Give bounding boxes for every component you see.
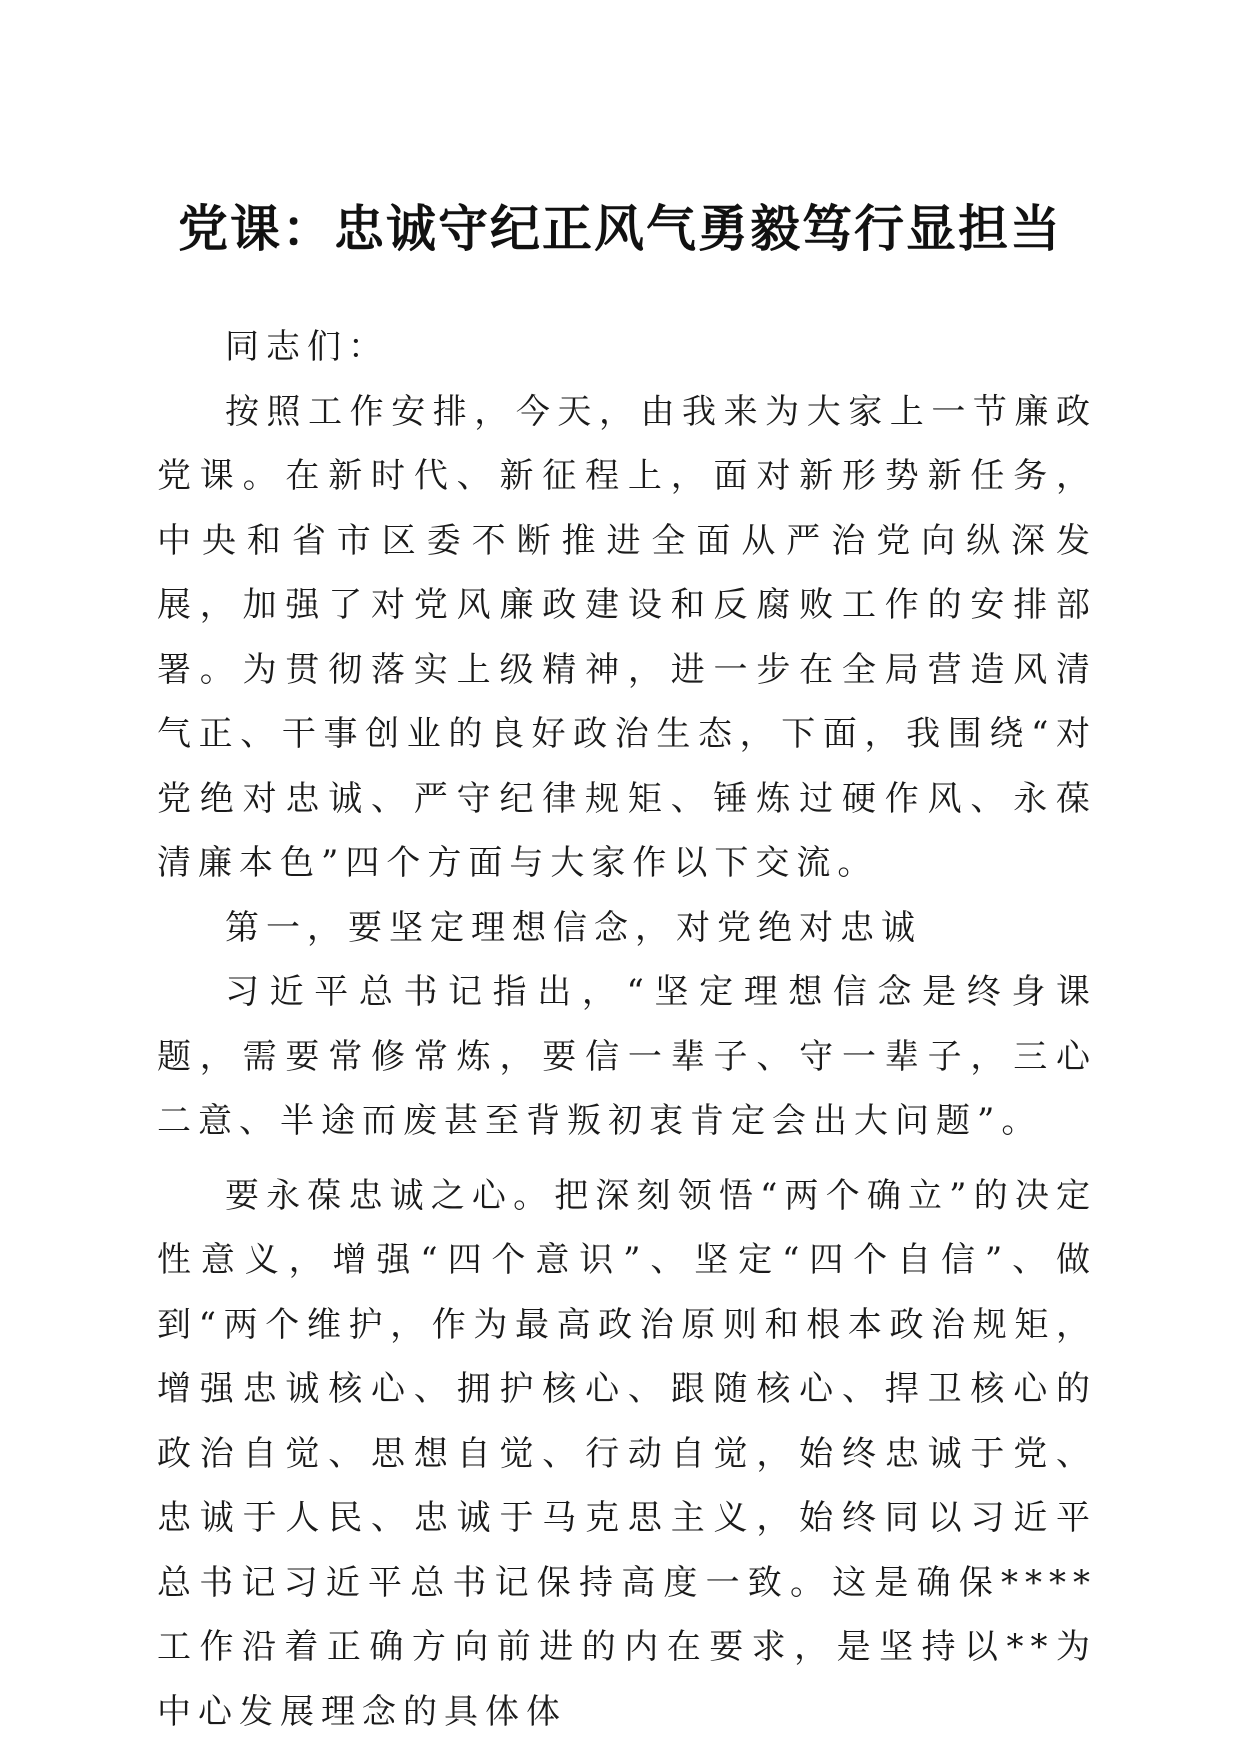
- section-heading-1: 第一，要坚定理想信念，对党绝对忠诚: [225, 907, 922, 948]
- body-paragraph-quote: 习近平总书记指出，“坚定理想信念是终身课题，需要常修常炼，要信一辈子、守一辈子，三心二意、半途而废甚至背叛初衷肯定会出大问题”。: [157, 972, 1097, 1141]
- body-paragraph-intro: 按照工作安排，今天，由我来为大家上一节廉政党课。在新时代、新征程上，面对新形势新任务，中央和省市区委不断推进全面从严治党向纵深发展，加强了对党风廉政建设和反腐败工作的安排部署。为贯彻落实上级精神，进一步在全局营造风清气正、干事创业的良好政治生态，下面，我围绕“对党绝对忠诚、严守纪律规矩、锤炼过硬作风、永葆清廉本色”四个方面与大家作以下交流。: [157, 391, 1097, 883]
- document-title: 党课：忠诚守纪正风气勇毅笃行显担当: [178, 199, 1062, 258]
- salutation: 同志们：: [225, 327, 389, 367]
- document-body: [157, 315, 1097, 1744]
- body-paragraph-loyalty: 要永葆忠诚之心。把深刻领悟“两个确立”的决定性意义，增强“四个意识”、坚定“四个自信”、做到“两个维护，作为最高政治原则和根本政治规矩，增强忠诚核心、拥护核心、跟随核心、捍卫核心的政治自觉、思想自觉、行动自觉，始终忠诚于党、忠诚于人民、忠诚于马克思主义，始终同以习近平总书记习近平总书记保持高度一致。这是确保****工作沿着正确方向前进的内在要求，是坚持以**为中心发展理念的具体体: [157, 1175, 1097, 1732]
